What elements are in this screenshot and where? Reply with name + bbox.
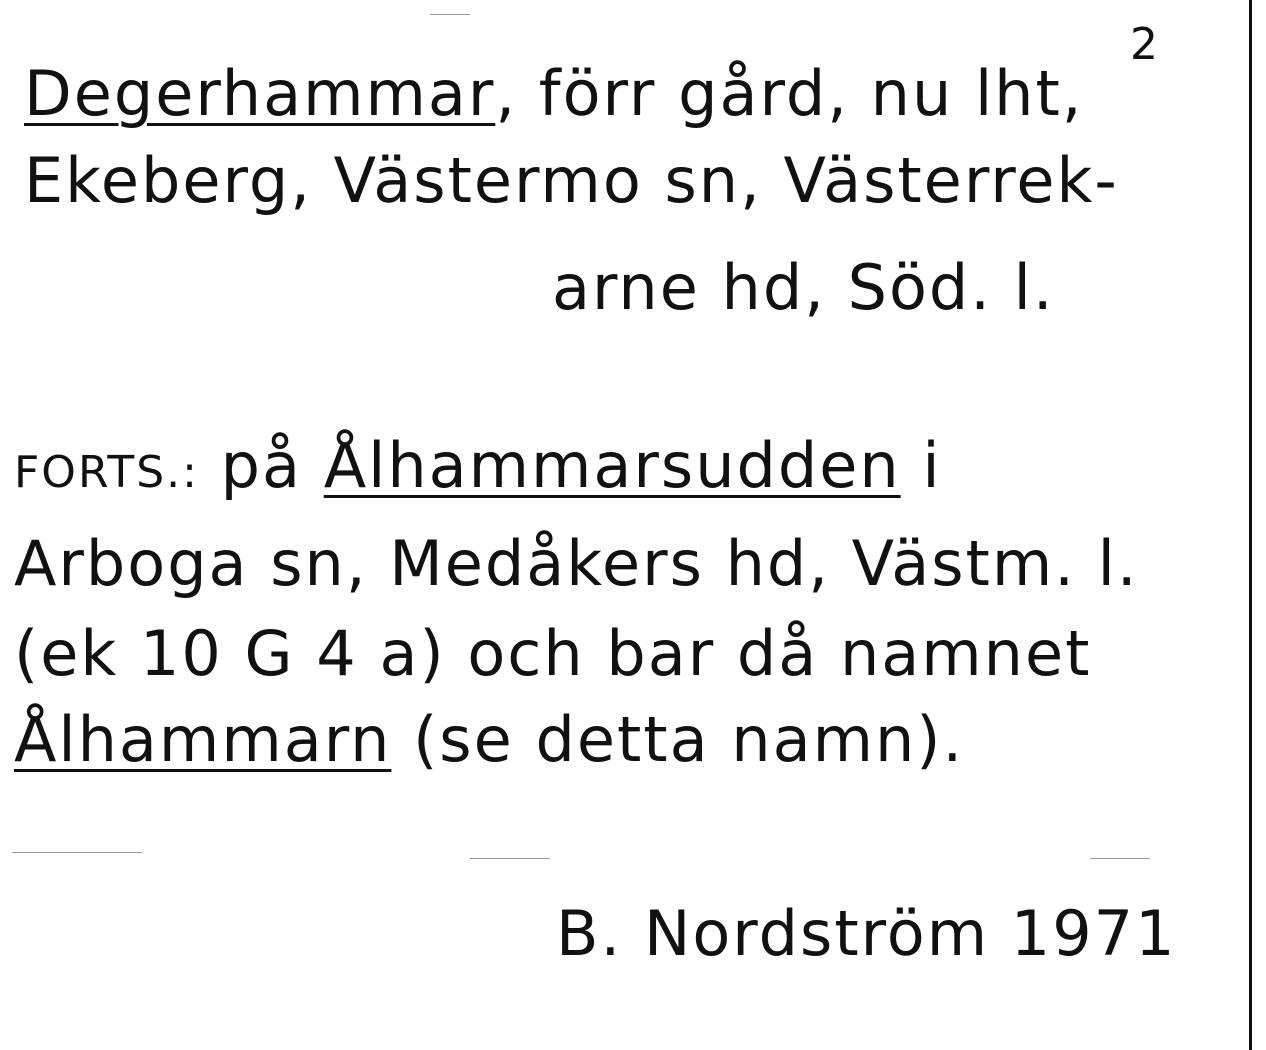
alternate-name: Ålhammarn [14,703,392,776]
scan-speck [430,14,470,15]
scan-speck [1090,858,1150,859]
entry-line-1 [24,58,1084,130]
continuation-label: FORTS.: [14,447,199,498]
scan-speck [470,858,550,859]
entry-description: , förr gård, nu lht, [495,57,1084,130]
entry-line-2: Ekeberg, Västermo sn, Västerrek- [24,144,1119,217]
scan-speck [12,852,142,853]
headword: Degerhammar [24,57,496,130]
page-number: 2 [1130,19,1158,70]
signature: B. Nordström 1971 [556,897,1177,970]
continuation-line-3: (ek 10 G 4 a) och bar då namnet [14,617,1092,690]
continuation-line-1: FORTS.: på Ålhammarsudden i [14,429,942,502]
place-name: Ålhammarsudden [323,429,901,502]
continuation-line-2: Arboga sn, Medåkers hd, Västm. l. [14,527,1139,600]
continuation-line-4: Ålhammarn (se detta namn). [14,703,965,776]
card-right-edge [1249,0,1252,1050]
entry-line-3: arne hd, Söd. l. [552,251,1055,324]
